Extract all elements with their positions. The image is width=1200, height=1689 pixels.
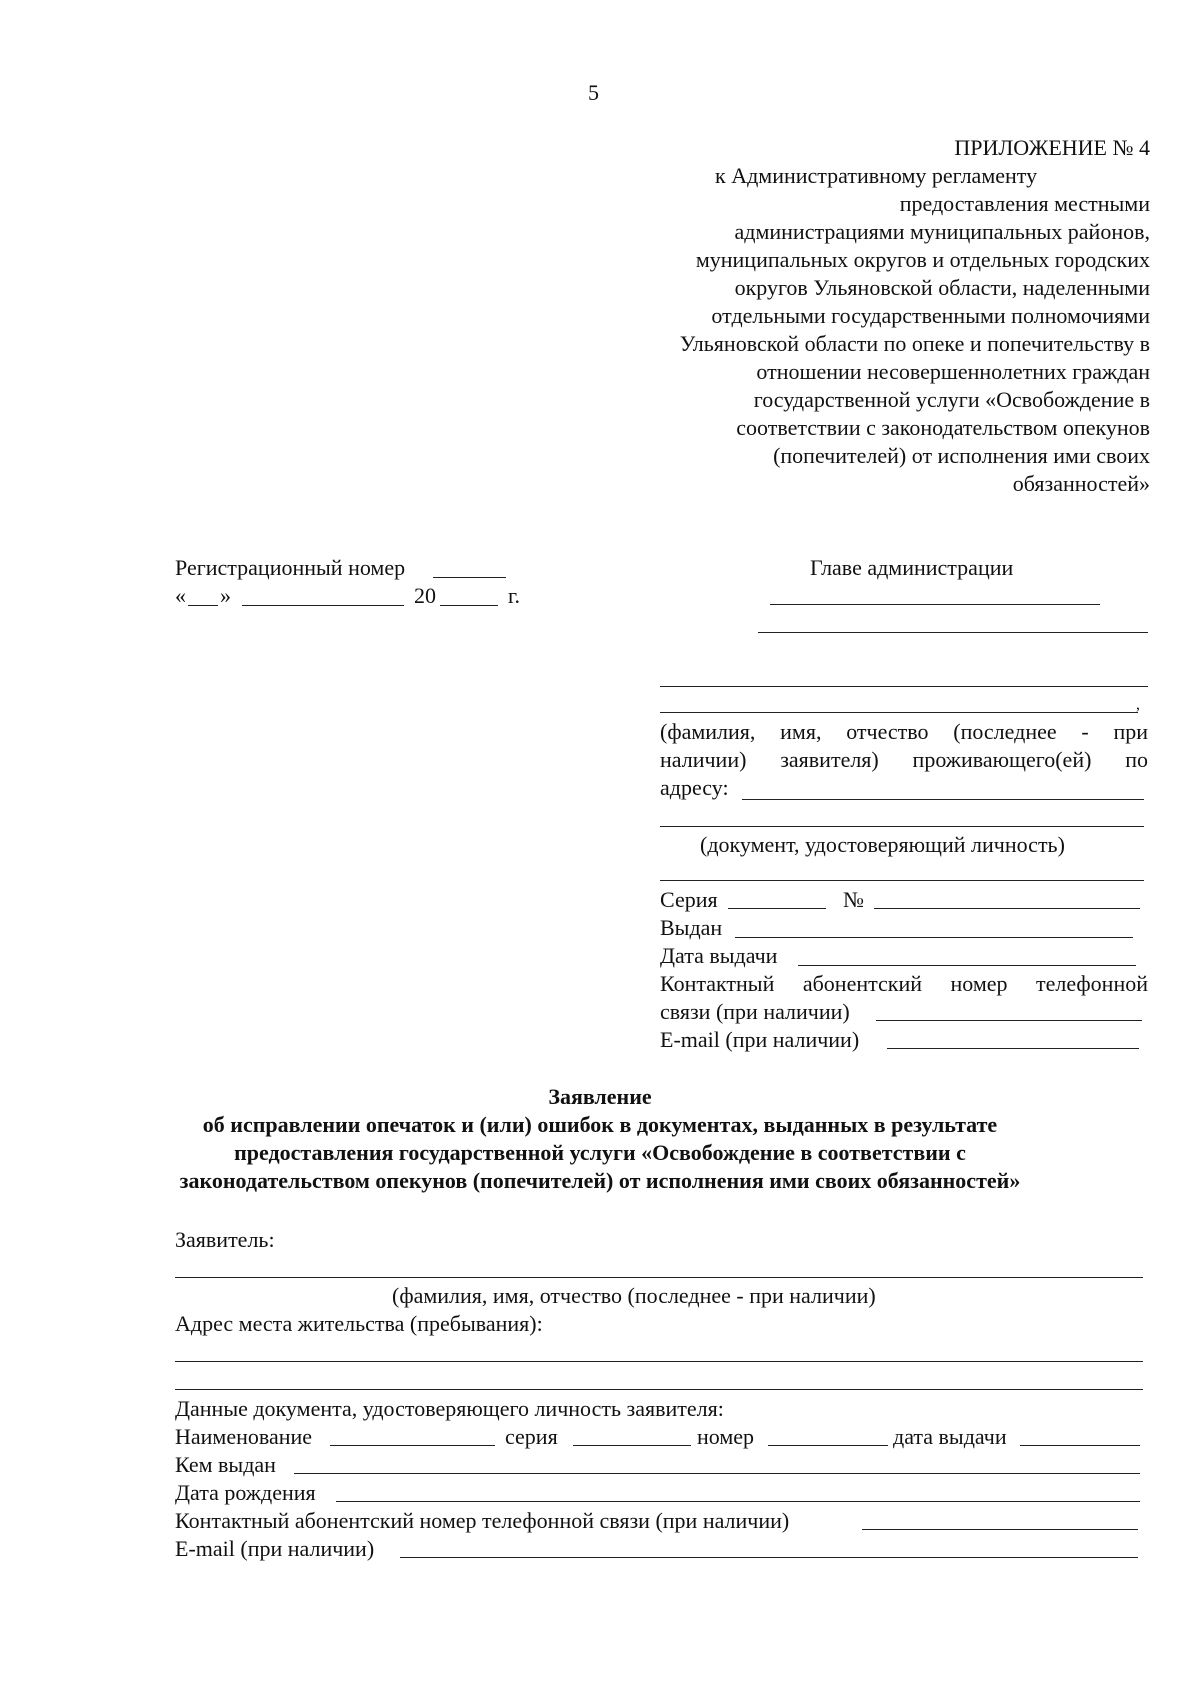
addressee-head-name-field-2[interactable]	[758, 632, 1148, 633]
addressee-issue-date-label: Дата выдачи	[660, 943, 778, 968]
statement-title: Заявление	[548, 1084, 652, 1109]
statement-subtitle-2: предоставления государственной услуги «Освобождение в соответствии с	[234, 1140, 966, 1165]
applicant-phone-label: Контактный абонентский номер телефонной связи (при наличии)	[175, 1508, 790, 1533]
applicant-email-field[interactable]	[400, 1557, 1138, 1558]
addressee-email-field[interactable]	[887, 1048, 1139, 1049]
appendix-line-5: округов Ульяновской области, наделенными	[734, 275, 1150, 300]
addressee-phone-label-2: связи (при наличии)	[660, 999, 850, 1024]
applicant-name-label: Наименование	[175, 1424, 313, 1449]
appendix-line-6: отдельными государственными полномочиями	[711, 303, 1150, 328]
appendix-line-8: отношении несовершеннолетних граждан	[756, 359, 1150, 384]
appendix-line-2: предоставления местными	[899, 191, 1150, 216]
applicant-issued-by-field[interactable]	[294, 1473, 1140, 1474]
appendix-line-1: к Административному регламенту	[715, 163, 1038, 188]
registration-number-field[interactable]	[433, 577, 506, 578]
applicant-number-label: номер	[697, 1424, 755, 1449]
addressee-issued-label: Выдан	[660, 915, 723, 940]
appendix-title: ПРИЛОЖЕНИЕ № 4	[954, 135, 1150, 160]
applicant-address-field[interactable]	[175, 1361, 1143, 1362]
addressee-address-field[interactable]	[742, 799, 1144, 800]
addressee-number-sign: №	[843, 887, 864, 912]
appendix-line-7: Ульяновской области по опеке и попечительству в	[679, 331, 1150, 356]
addressee-issue-date-field[interactable]	[798, 965, 1136, 966]
applicant-birth-date-field[interactable]	[336, 1501, 1140, 1502]
registration-year-field[interactable]	[440, 605, 498, 606]
statement-subtitle-1: об исправлении опечаток и (или) ошибок в документах, выданных в результате	[202, 1112, 998, 1137]
applicant-series-label: серия	[505, 1424, 558, 1449]
applicant-birth-date-label: Дата рождения	[175, 1480, 316, 1505]
applicant-phone-field[interactable]	[862, 1529, 1138, 1530]
page-number: 5	[588, 80, 599, 105]
appendix-line-10: соответствии с законодательством опекунов	[736, 415, 1150, 440]
addressee-phone-field[interactable]	[876, 1020, 1142, 1021]
applicant-address-label: Адрес места жительства (пребывания):	[175, 1311, 543, 1336]
applicant-issue-date-label: дата выдачи	[893, 1424, 1007, 1449]
registration-open-quote: «	[175, 583, 186, 608]
applicant-address-field-2[interactable]	[175, 1389, 1143, 1390]
addressee-address-label: адресу:	[660, 775, 729, 800]
applicant-fio-field-2[interactable]	[660, 712, 1138, 713]
registration-year-suffix: г.	[508, 583, 521, 608]
applicant-label: Заявитель:	[175, 1227, 275, 1252]
appendix-line-3: администрациями муниципальных районов,	[734, 219, 1150, 244]
addressee-series-field[interactable]	[728, 908, 826, 909]
addressee-head: Главе администрации	[810, 555, 1014, 580]
statement-subtitle-3: законодательством опекунов (попечителей) от исполнения ими своих обязанностей»	[179, 1168, 1021, 1193]
addressee-issued-field[interactable]	[735, 937, 1133, 938]
appendix-line-12: обязанностей»	[1012, 471, 1150, 496]
addressee-doc-field[interactable]	[660, 880, 1144, 881]
registration-year-prefix: 20	[414, 583, 436, 608]
applicant-series-field[interactable]	[573, 1445, 691, 1446]
addressee-email-label: E-mail (при наличии)	[660, 1027, 860, 1052]
addressee-fio-note-2: наличии) заявителя) проживающего(ей) по	[660, 747, 1148, 772]
registration-month-field[interactable]	[242, 605, 404, 606]
addressee-head-name-field[interactable]	[770, 604, 1100, 605]
addressee-series-label: Серия	[660, 887, 718, 912]
appendix-line-9: государственной услуги «Освобождение в	[753, 387, 1150, 412]
applicant-issued-by-label: Кем выдан	[175, 1452, 276, 1477]
applicant-doc-name-field[interactable]	[330, 1445, 495, 1446]
addressee-fio-note-1: (фамилия, имя, отчество (последнее - при	[660, 719, 1148, 744]
applicant-fio-field[interactable]	[660, 686, 1148, 687]
applicant-email-label: E-mail (при наличии)	[175, 1536, 375, 1561]
addressee-number-field[interactable]	[874, 908, 1140, 909]
comma: ,	[1136, 696, 1140, 713]
registration-number-label: Регистрационный номер	[175, 555, 406, 580]
addressee-address-field-2[interactable]	[660, 826, 1144, 827]
applicant-issue-date-field[interactable]	[1020, 1445, 1140, 1446]
addressee-phone-label-1: Контактный абонентский номер телефонной	[660, 971, 1148, 996]
appendix-line-11: (попечителей) от исполнения ими своих	[773, 443, 1150, 468]
applicant-fio-field[interactable]	[175, 1277, 1143, 1278]
applicant-number-field[interactable]	[768, 1445, 888, 1446]
registration-close-quote: »	[220, 583, 231, 608]
appendix-line-4: муниципальных округов и отдельных городских	[695, 247, 1150, 272]
addressee-doc-note: (документ, удостоверяющий личность)	[700, 832, 1065, 857]
applicant-id-doc-label: Данные документа, удостоверяющего личность заявителя:	[175, 1396, 724, 1421]
registration-day-field[interactable]	[188, 605, 218, 606]
applicant-fio-note: (фамилия, имя, отчество (последнее - при наличии)	[392, 1283, 876, 1308]
